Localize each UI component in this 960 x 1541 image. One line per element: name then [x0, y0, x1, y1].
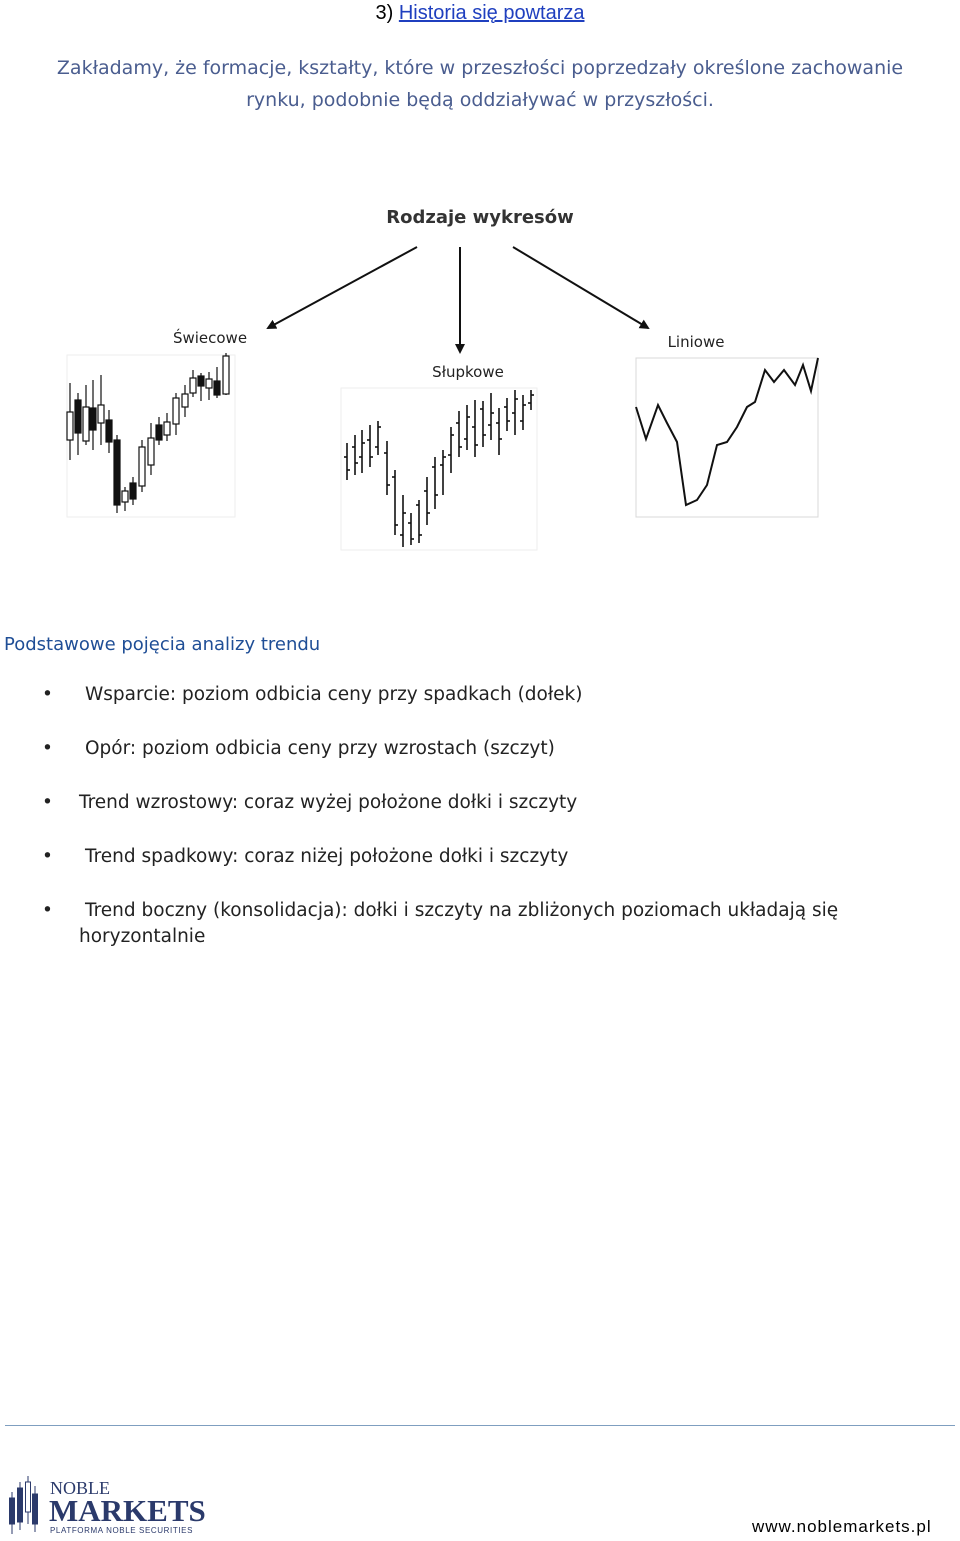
logo-candles-icon: [10, 1476, 38, 1534]
candle-body: [98, 405, 104, 423]
candle-body: [139, 447, 145, 486]
section-heading: [0, 0, 960, 26]
line-chart: [636, 358, 818, 517]
candle-body: [114, 440, 120, 505]
logo-subtitle-text: PLATFORMA NOBLE SECURITIES: [50, 1526, 194, 1535]
candle-body: [206, 379, 212, 388]
footer-divider: [5, 1425, 955, 1426]
list-item: [0, 736, 960, 762]
candle-body: [164, 422, 170, 435]
section-number: 3): [375, 2, 394, 24]
label-candles: Świecowe: [172, 329, 248, 347]
arrow-to-line: [513, 247, 648, 328]
candle-body: [106, 420, 112, 442]
list-item-text: Opór: poziom odbicia ceny przy wzrostach (szczyt): [85, 738, 555, 759]
list-item: [0, 790, 960, 816]
candle-body: [122, 491, 128, 502]
label-bars: Słupkowe: [432, 363, 504, 381]
candle-body: [182, 394, 188, 407]
line-chart-frame: [636, 358, 818, 517]
noble-markets-logo: [8, 1474, 208, 1536]
arrow-to-candles: [268, 247, 417, 328]
intro-paragraph: [0, 52, 960, 116]
trend-heading: Podstawowe pojęcia analizy trendu: [4, 634, 321, 655]
chart-types-diagram: [55, 195, 845, 560]
candle-body: [148, 438, 154, 465]
bullet-icon: •: [42, 792, 53, 813]
candle-body: [156, 425, 162, 440]
list-item-text: Wsparcie: poziom odbicia ceny przy spadkach (dołek): [85, 684, 583, 705]
candle-body: [90, 408, 96, 430]
candle-body: [130, 483, 136, 499]
bullet-icon: •: [42, 738, 53, 759]
list-item-text: Trend spadkowy: coraz niżej położone dołki i szczyty: [85, 846, 569, 867]
list-item: [0, 682, 960, 708]
logo-noble-text: NOBLE: [50, 1478, 110, 1498]
list-item-text: Trend wzrostowy: coraz wyżej położone dołki i szczyty: [79, 792, 578, 813]
ohlc-bar-chart: [341, 388, 537, 550]
section-title: Historia się powtarza: [398, 2, 585, 24]
list-item-text: Trend boczny (konsolidacja): dołki i szczyty na zbliżonych poziomach układają się: [85, 900, 839, 921]
label-line: Liniowe: [667, 333, 725, 351]
trend-concepts-list: [0, 682, 960, 978]
candle-body: [83, 407, 89, 441]
candlestick-chart: [67, 353, 235, 517]
bullet-icon: •: [42, 684, 53, 705]
bullet-icon: •: [42, 846, 53, 867]
candle-body: [190, 378, 196, 393]
list-item: [0, 844, 960, 870]
intro-line-2: rynku, podobnie będą oddziaływać w przyszłości.: [246, 89, 714, 111]
candle-body: [223, 356, 229, 394]
candle-body: [67, 412, 73, 440]
logo-markets-text: MARKETS: [49, 1493, 206, 1528]
bullet-icon: •: [42, 900, 53, 921]
list-item: [0, 898, 960, 950]
website-link[interactable]: www.noblemarkets.pl: [752, 1517, 932, 1536]
diagram-title: Rodzaje wykresów: [386, 207, 574, 228]
candle-body: [214, 381, 220, 395]
candle-body: [173, 398, 179, 424]
intro-line-1: Zakładamy, że formacje, kształty, które w przeszłości poprzedzały określone zachowanie: [56, 57, 904, 79]
list-item-continuation: horyzontalnie: [79, 926, 206, 947]
candle-body: [75, 400, 81, 433]
candle-body: [198, 376, 204, 386]
